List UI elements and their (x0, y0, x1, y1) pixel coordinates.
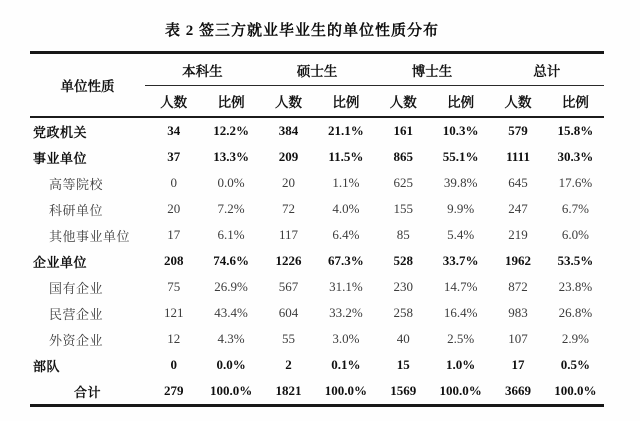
cell-value: 17 (167, 227, 181, 242)
table-row (30, 326, 604, 352)
cell-value: 2.5% (447, 331, 475, 346)
cell-value: 53.5% (557, 253, 594, 268)
cell-value: 2.9% (561, 331, 589, 346)
cell-value: 31.1% (329, 279, 363, 294)
cell-value: 30.3% (557, 149, 594, 164)
subheader-count: 人数 (375, 86, 432, 118)
cell-value: 1821 (275, 383, 302, 398)
table-row (30, 352, 604, 378)
cell-value: 0 (170, 357, 177, 372)
column-group-doctor: 博士生 (375, 53, 490, 86)
subheader-percent: 比例 (202, 86, 259, 118)
cell-value: 1226 (275, 253, 302, 268)
cell-value: 121 (163, 305, 184, 320)
table-row (30, 378, 604, 406)
cell-value: 39.8% (443, 175, 478, 190)
cell-value: 34 (167, 123, 181, 138)
cell-value: 9.9% (447, 201, 475, 216)
cell-value: 0.5% (560, 357, 591, 372)
cell-value: 55.1% (442, 149, 479, 164)
cell-value: 23.8% (558, 279, 593, 294)
row-label: 高等院校 (49, 176, 104, 192)
cell-value: 55 (281, 331, 295, 346)
cell-value: 100.0% (439, 383, 482, 398)
cell-value: 645 (508, 175, 528, 190)
cell-value: 209 (278, 149, 299, 164)
cell-value: 85 (396, 227, 410, 242)
subheader-count: 人数 (489, 86, 546, 118)
unit-nature-distribution-table (30, 51, 604, 407)
row-label: 外资企业 (49, 332, 104, 348)
cell-value: 100.0% (209, 383, 253, 398)
cell-value: 40 (396, 331, 410, 346)
column-group-master: 硕士生 (260, 53, 375, 86)
cell-value: 100.0% (324, 383, 367, 398)
cell-value: 33.7% (442, 253, 479, 268)
subheader-count: 人数 (145, 86, 202, 118)
cell-value: 258 (393, 305, 413, 320)
cell-value: 384 (278, 123, 299, 138)
row-label: 科研单位 (49, 202, 104, 218)
cell-value: 1111 (506, 149, 530, 164)
table-body (30, 117, 604, 406)
cell-value: 5.4% (447, 227, 475, 242)
cell-value: 1.1% (332, 175, 360, 190)
cell-value: 579 (508, 123, 528, 138)
cell-value: 13.3% (213, 149, 249, 164)
cell-value: 872 (508, 279, 528, 294)
table-header (30, 53, 604, 118)
column-group-undergraduate: 本科生 (145, 53, 260, 86)
cell-value: 1569 (390, 383, 417, 398)
subheader-percent: 比例 (317, 86, 374, 118)
cell-value: 21.1% (327, 123, 364, 138)
cell-value: 26.8% (558, 305, 593, 320)
cell-value: 1962 (505, 253, 532, 268)
table-row (30, 248, 604, 274)
table-title: 表 2 签三方就业毕业生的单位性质分布 (164, 23, 439, 39)
table-row (30, 170, 604, 196)
subheader-percent: 比例 (547, 86, 604, 118)
cell-value: 4.0% (332, 201, 360, 216)
cell-value: 6.0% (561, 227, 589, 242)
cell-value: 865 (393, 149, 413, 164)
row-label: 合计 (73, 384, 101, 400)
cell-value: 219 (508, 227, 528, 242)
cell-value: 12 (167, 331, 181, 346)
group-header-row (30, 53, 604, 86)
row-label: 党政机关 (33, 124, 88, 140)
table-row (30, 117, 604, 144)
cell-value: 247 (508, 201, 528, 216)
table-row (30, 222, 604, 248)
row-label: 其他事业单位 (49, 228, 131, 244)
row-label: 国有企业 (49, 280, 104, 296)
cell-value: 10.3% (442, 123, 479, 138)
cell-value: 117 (278, 227, 298, 242)
cell-value: 17.6% (558, 175, 593, 190)
cell-value: 20 (281, 175, 295, 190)
cell-value: 604 (278, 305, 299, 320)
cell-value: 15 (396, 357, 410, 372)
cell-value: 4.3% (217, 331, 245, 346)
cell-value: 230 (393, 279, 413, 294)
cell-value: 26.9% (214, 279, 248, 294)
cell-value: 17 (511, 357, 525, 372)
cell-value: 6.7% (561, 201, 589, 216)
cell-value: 3.0% (332, 331, 360, 346)
table-row (30, 300, 604, 326)
subheader-percent: 比例 (432, 86, 489, 118)
cell-value: 11.5% (328, 149, 364, 164)
row-label: 民营企业 (49, 306, 104, 322)
cell-value: 75 (167, 279, 181, 294)
cell-value: 72 (281, 201, 295, 216)
row-label: 部队 (33, 358, 61, 374)
cell-value: 16.4% (443, 305, 478, 320)
cell-value: 6.4% (332, 227, 360, 242)
cell-value: 528 (393, 253, 413, 268)
cell-value: 567 (278, 279, 299, 294)
cell-value: 20 (167, 201, 181, 216)
cell-value: 2 (285, 357, 292, 372)
cell-value: 0.1% (331, 357, 361, 372)
subheader-count: 人数 (260, 86, 317, 118)
cell-value: 1.0% (446, 357, 476, 372)
cell-value: 161 (393, 123, 413, 138)
cell-value: 100.0% (554, 383, 597, 398)
table-row (30, 196, 604, 222)
cell-value: 37 (167, 149, 181, 164)
cell-value: 6.1% (217, 227, 245, 242)
cell-value: 7.2% (217, 201, 245, 216)
cell-value: 15.8% (557, 123, 594, 138)
cell-value: 208 (163, 253, 184, 268)
column-group-total: 总计 (489, 53, 604, 86)
cell-value: 279 (163, 383, 184, 398)
cell-value: 74.6% (213, 253, 249, 268)
table-row (30, 274, 604, 300)
cell-value: 625 (393, 175, 413, 190)
cell-value: 67.3% (327, 253, 364, 268)
row-label: 企业单位 (33, 254, 88, 270)
cell-value: 0.0% (216, 357, 246, 372)
cell-value: 0.0% (217, 175, 245, 190)
cell-value: 12.2% (213, 123, 249, 138)
cell-value: 43.4% (214, 305, 248, 320)
cell-value: 3669 (505, 383, 532, 398)
table-row (30, 144, 604, 170)
cell-value: 33.2% (329, 305, 363, 320)
cell-value: 0 (170, 175, 177, 190)
cell-value: 107 (508, 331, 528, 346)
row-label: 事业单位 (33, 150, 88, 166)
cell-value: 983 (508, 305, 528, 320)
column-header-unit-nature: 单位性质 (30, 53, 145, 118)
cell-value: 14.7% (443, 279, 478, 294)
cell-value: 155 (393, 201, 413, 216)
